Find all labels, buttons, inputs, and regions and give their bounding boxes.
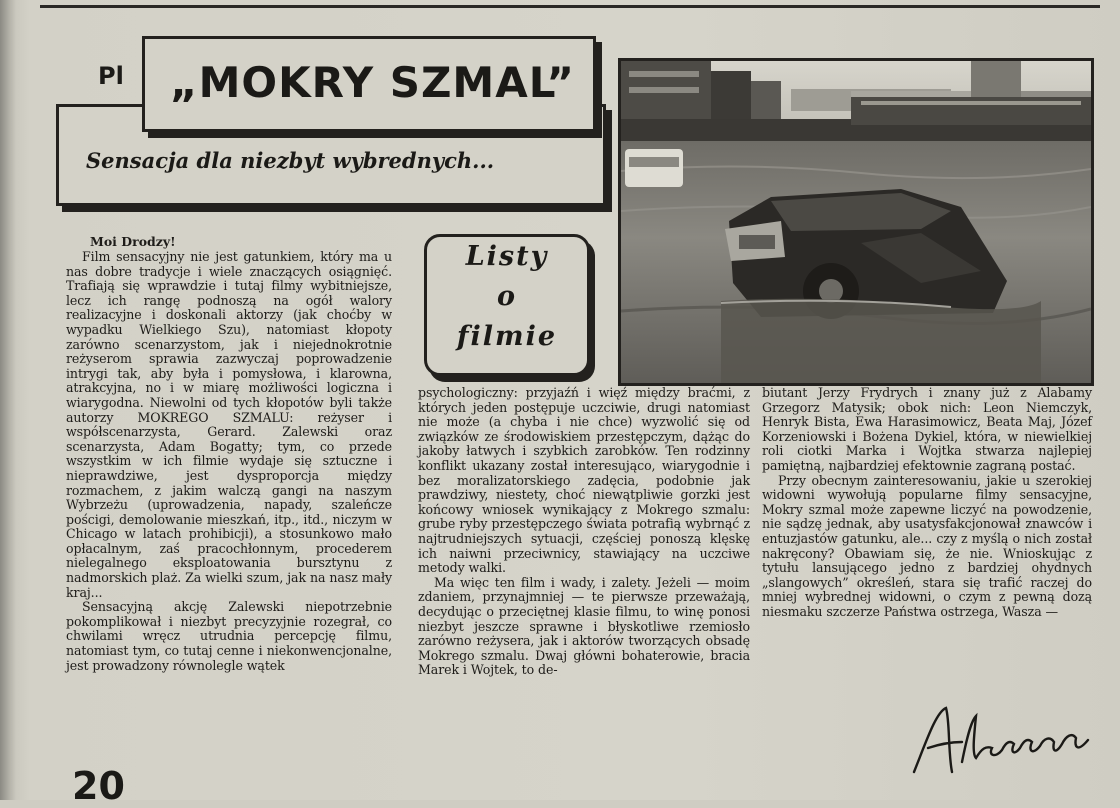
paragraph: biutant Jerzy Frydrych i znany już z Alabamy Grzegorz Matysik; obok nich: Leon Niemczyk, Henryk Bista, Ewa Harasimowicz, Beata Maj, Józef Korzeniowski i Bożena Dykiel, która, w niewielkiej roli ciotki Marka i Wojtka stwarza najlepiej pamiętną, najbardziej efektownie zagraną postać. xyxy=(762,385,1092,473)
top-rule xyxy=(40,0,1100,8)
paragraph: Ma więc ten film i wady, i zalety. Jeżeli — moim zdaniem, przynajmniej — te pierwsze przeważają, decydując o przeciętnej klasie filmu, to winę ponosi niezbyt jeszcze sprawne i błyskotliwe rzemiosło zarówno reżysera, jak i aktorów tworzących obsadę Mokrego szmalu. Dwaj główni bohaterowie, bracia Marek i Wojtek, to de- xyxy=(418,574,750,678)
page-number: 20 xyxy=(72,764,125,808)
column-label-line-2: o xyxy=(496,281,517,312)
greeting: Moi Drodzy! xyxy=(90,234,176,249)
sunken-car-illustration xyxy=(621,61,1091,383)
paragraph: Film sensacyjny nie jest gatunkiem, który ma u nas dobre tradycje i wiele znaczących osiągnięć. Trafiają się wprawdzie i tutaj filmy wybitniejsze, lecz ich rangę podnoszą na ogół walory realizacyjne i doskonali aktorzy (jak choćby w wypadku Wielkiego Szu), natomiast kłopoty zarówno scenarzystom, jak i niejednokrotnie reżyserom sprawia zazwyczaj poprowadzenie intrygi tak, aby była i pomysłowa, i klarowna, atrakcyjna, no i w miarę możliwości logiczna i wiarygodna. Niewolni od tych kłopotów byli także autorzy MOKREGO SZMALU: reżyser i współscenarzysta, Gerard. Zalewski oraz scenarzysta, Adam Bogatty; tym, co przede wszystkim w ich filmie wydaje się sztuczne i nieprawdziwe, jest dysproporcja między rozmachem, z jakim walczą gangi na naszym Wybrzeżu (uprowadzenia, napady, szaleńcze pościgi, demolowanie mieszkań, itp., itd., niczym w Chicago w latach prohibicji), a stosunkowo mało opłacalnym, zaś pracochłonnym, procederem nielegalnego eksploatowania bursztynu z nadmorskich plaż. Za wielki szum, jak na nasz mały kraj... xyxy=(66,249,392,600)
section-mark: Pl xyxy=(98,62,124,90)
column-label-line-1: Listy xyxy=(465,241,549,272)
film-still-photo xyxy=(618,58,1094,386)
paragraph: Przy obecnym zainteresowaniu, jakie u szerokiej widowni wywołują popularne filmy sensacyjne, Mokry szmal może zapewne liczyć na powodzenie, nie sądzę jednak, aby usatysfakcjonował znawców i entuzjastów gatunku, ale... czy z myślą o nich został nakręcony? Obawiam się, że nie. Wnioskując z tytułu lansującego jedno z bardziej ohydnych „slangowych” określeń, stara się trafić raczej do mniej wybrednej widowni, o czym z pewną dozą niesmaku szczerze Państwa ostrzega, Wasza — xyxy=(762,472,1092,619)
handwritten-signature xyxy=(906,702,1096,782)
article-subtitle: Sensacja dla niezbyt wybrednych... xyxy=(86,148,495,173)
page-gutter-shadow xyxy=(0,0,16,800)
article-column-2 xyxy=(418,386,750,678)
article-column-1 xyxy=(66,250,392,673)
column-label-line-3: filmie xyxy=(456,321,558,352)
paragraph: psychologiczny: przyjaźń i więź między braćmi, z których jeden postępuje uczciwie, drugi natomiast nie może (a chyba i nie chce) wyzwolić się od związków ze środowiskiem przestępczym, dążąc do jakoby łatwych i szybkich zarobków. Ten rodzinny konflikt ukazany został interesująco, wiarygodnie i bez moralizatorskiego zadęcia, podobnie jak prawdziwy, niestety, choć niewątpliwie gorzki jest końcowy wniosek wynikający z Mokrego szmalu: grube ryby przestępczego świata potrafią wybrnąć z najtrudniejszych sytuacji, częściej ponoszą klęskę ich naiwni przeciwnicy, stawiający na uczciwe metody walki. xyxy=(418,385,750,576)
article-title: „MOKRY SZMAL” xyxy=(170,58,576,107)
article-column-3 xyxy=(762,386,1092,620)
column-label-box xyxy=(424,234,590,376)
paragraph: Sensacyjną akcję Zalewski niepotrzebnie pokomplikował i niezbyt precyzyjnie rozegrał, co chwilami wręcz utrudnia percepcję filmu, natomiast tym, co tutaj cenne i niekonwencjonalne, jest prowadzony równolegle wątek xyxy=(66,599,392,673)
